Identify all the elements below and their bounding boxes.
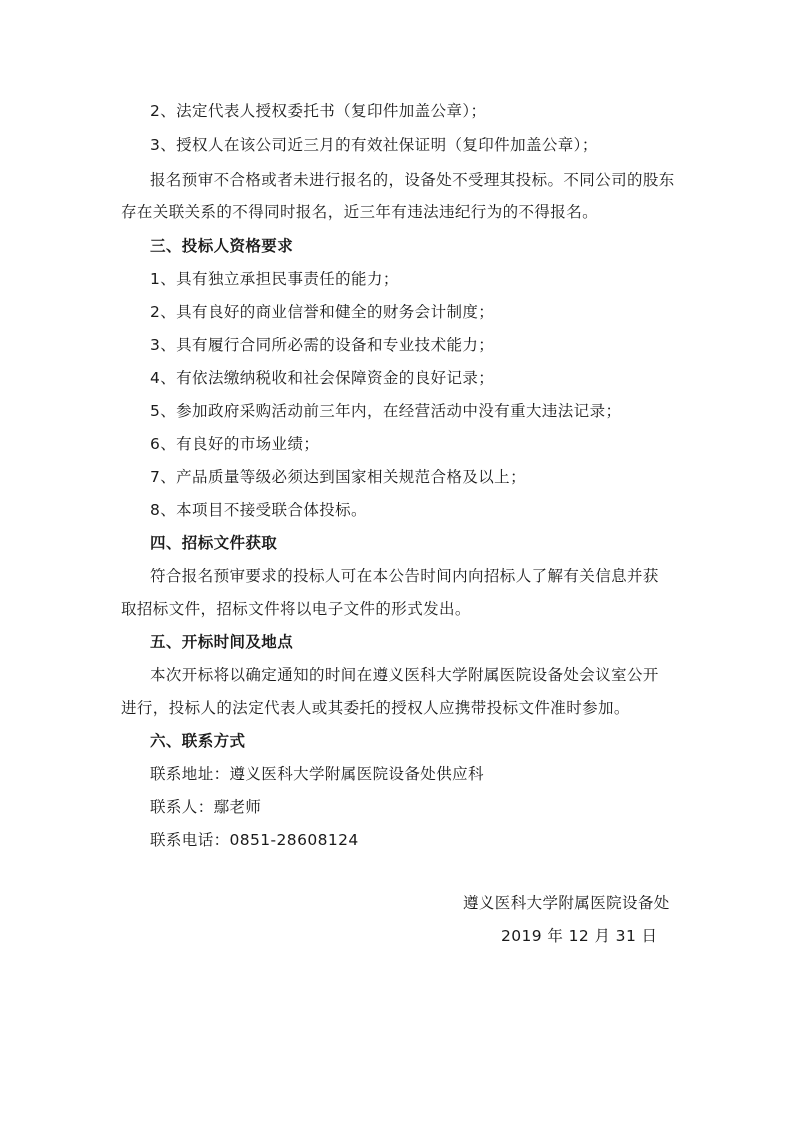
section-3-heading: 三、投标人资格要求 [150,237,294,255]
qualification-item-6: 6、有良好的市场业绩； [150,435,320,453]
signature-date: 2019 年 12 月 31 日 [501,927,658,945]
qualification-item-1: 1、具有独立承担民事责任的能力； [150,270,399,288]
qualification-item-8: 8、本项目不接受联合体投标。 [150,501,367,519]
registration-note-line-2: 存在关联关系的不得同时报名，近三年有违法违纪行为的不得报名。 [121,203,599,221]
section-5-heading: 五、开标时间及地点 [150,633,294,651]
document-acquisition-line-2: 取招标文件，招标文件将以电子文件的形式发出。 [121,600,471,618]
item-3-social-security: 3、授权人在该公司近三月的有效社保证明（复印件加盖公章）； [150,136,598,154]
qualification-item-2: 2、具有良好的商业信誉和健全的财务会计制度； [150,303,495,321]
document-acquisition-line-1: 符合报名预审要求的投标人可在本公告时间内向招标人了解有关信息并获 [150,567,659,585]
bid-opening-line-2: 进行，投标人的法定代表人或其委托的授权人应携带投标文件准时参加。 [121,699,630,717]
signature-organization: 遵义医科大学附属医院设备处 [463,894,670,912]
qualification-item-7: 7、产品质量等级必须达到国家相关规范合格及以上； [150,468,526,486]
contact-phone: 联系电话：0851-28608124 [150,831,359,849]
contact-address: 联系地址：遵义医科大学附属医院设备处供应科 [150,765,484,783]
bid-opening-line-1: 本次开标将以确定通知的时间在遵义医科大学附属医院设备处会议室公开 [150,666,659,684]
section-6-heading: 六、联系方式 [150,732,246,750]
item-2-power-of-attorney: 2、法定代表人授权委托书（复印件加盖公章）； [150,102,487,120]
contact-person: 联系人：鄢老师 [150,798,262,816]
qualification-item-5: 5、参加政府采购活动前三年内，在经营活动中没有重大违法记录； [150,402,622,420]
registration-note-line-1: 报名预审不合格或者未进行报名的，设备处不受理其投标。不同公司的股东 [150,171,675,189]
qualification-item-3: 3、具有履行合同所必需的设备和专业技术能力； [150,336,495,354]
section-4-heading: 四、招标文件获取 [150,534,278,552]
qualification-item-4: 4、有依法缴纳税收和社会保障资金的良好记录； [150,369,495,387]
